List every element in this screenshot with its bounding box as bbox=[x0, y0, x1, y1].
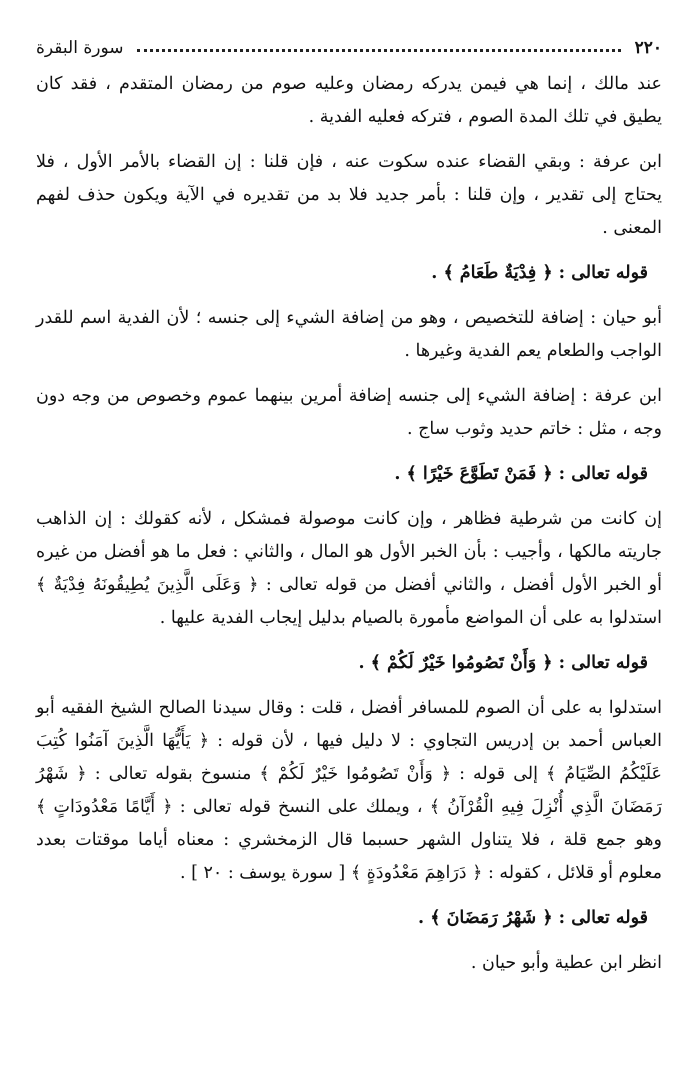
verse-heading: قوله تعالى : ﴿ شَهْرُ رَمَضَانَ ﴾ . bbox=[418, 908, 648, 928]
surah-name: سورة البقرة bbox=[36, 38, 124, 58]
page-number: ٢٢٠ bbox=[634, 38, 662, 58]
paragraph: إن كانت من شرطية فظاهر ، وإن كانت موصولة فمشكل ، لأنه كقولك : إن الذاهب جاريته مالكها ، وأجيب : بأن الخبر الأول هو المال ، والثاني : فعل ما هو أفضل من غيره أو الخبر الأول أفضل ، والثاني أفضل من قوله تعالى : ﴿ وَعَلَى الَّذِينَ يُطِيقُونَهُ فِدْيَةٌ ﴾ استدلوا به على أن المواضع مأمورة بالصيام بدليل إيجاب الفدية عليها . bbox=[36, 509, 662, 628]
paragraph: ابن عرفة : وبقي القضاء عنده سكوت عنه ، فإن قلنا : إن القضاء بالأمر الأول ، فلا يحتاج إلى تقدير ، وإن قلنا : بأمر جديد فلا بد من تقديره في الآية ويكون حذف لفهم المعنى . bbox=[36, 152, 662, 238]
page-header bbox=[36, 34, 662, 62]
paragraph: عند مالك ، إنما هي فيمن يدركه رمضان وعليه صوم من رمضان المتقدم ، فقد كان يطيق في تلك المدة الصوم ، فتركه فعليه الفدية . bbox=[36, 74, 662, 127]
verse-heading: قوله تعالى : ﴿ وَأَنْ تَصُومُوا خَيْرٌ لَكُمْ ﴾ . bbox=[358, 653, 648, 673]
page-content bbox=[36, 68, 662, 980]
header-dotted-rule bbox=[137, 49, 620, 52]
paragraph: استدلوا به على أن الصوم للمسافر أفضل ، قلت : وقال سيدنا الصالح الشيخ الفقيه أبو العباس أحمد بن إدريس التجاوي : لا دليل فيها ، لأن قوله : ﴿ يَأَيُّهَا الَّذِينَ آمَنُوا كُتِبَ عَلَيْكُمُ الصِّيَامُ ﴾ إلى قوله : ﴿ وَأَنْ تَصُومُوا خَيْرٌ لَكُمْ ﴾ منسوخ بقوله تعالى : ﴿ شَهْرُ رَمَضَانَ الَّذِي أُنْزِلَ فِيهِ الْقُرْآنُ ﴾ ، ويملك على النسخ قوله تعالى : ﴿ أَيَّامًا مَعْدُودَاتٍ ﴾ وهو جمع قلة ، فلا يتناول الشهر حسبما قال الزمخشري : معناه أياما موقتات بعدد معلوم أو قلائل ، كقوله : ﴿ دَرَاهِمَ مَعْدُودَةٍ ﴾ [ سورة يوسف : ٢٠ ] . bbox=[36, 698, 662, 883]
verse-heading: قوله تعالى : ﴿ فِدْيَةٌ طَعَامُ ﴾ . bbox=[431, 263, 648, 283]
paragraph: ابن عرفة : إضافة الشيء إلى جنسه إضافة أمرين بينهما عموم وخصوص من وجه دون وجه ، مثل : خاتم حديد وثوب ساج . bbox=[36, 386, 662, 439]
paragraph: أبو حيان : إضافة للتخصيص ، وهو من إضافة الشيء إلى جنسه ؛ لأن الفدية اسم للقدر الواجب والطعام يعم الفدية وغيرها . bbox=[36, 308, 662, 361]
paragraph: انظر ابن عطية وأبو حيان . bbox=[470, 953, 662, 973]
verse-heading: قوله تعالى : ﴿ فَمَنْ تَطَوَّعَ خَيْرًا ﴾ . bbox=[394, 464, 648, 484]
